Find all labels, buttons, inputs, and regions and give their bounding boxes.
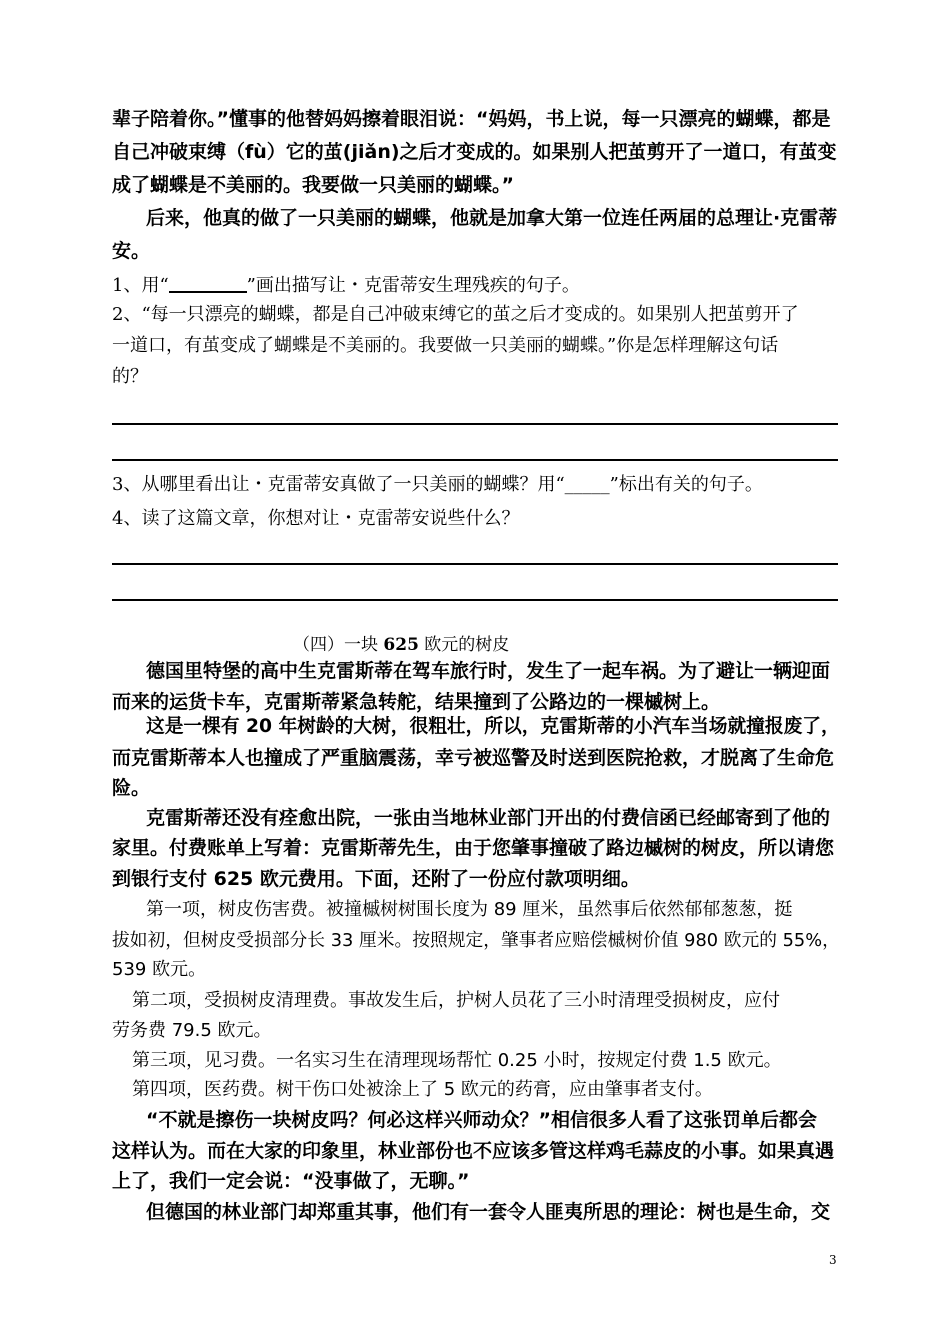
article-line: 但德国的林业部门却郑重其事，他们有一套令人匪夷所思的理论：树也是生命，交 (146, 1201, 831, 1223)
article-line: 拔如初，但树皮受损部分长 33 厘米。按照规定，肇事者应赔偿槭树价值 980 欧元的 55%， (112, 930, 840, 951)
article-line: 劳务费 79.5 欧元。 (112, 1020, 272, 1041)
article-line: 德国里特堡的高中生克雷斯蒂在驾车旅行时，发生了一起车祸。为了避让一辆迎面 (146, 660, 831, 682)
question-4: 4、读了这篇文章，你想对让・克雷蒂安说些什么？ (112, 508, 520, 529)
story-line: 后来，他真的做了一只美丽的蝴蝶，他就是加拿大第一位连任两届的总理让·克雷蒂 (146, 207, 838, 229)
underline-blank (169, 275, 247, 293)
story-line: 成了蝴蝶是不美丽的。我要做一只美丽的蝴蝶。” (112, 174, 514, 196)
answer-line (112, 423, 838, 425)
article-line: 第二项，受损树皮清理费。事故发生后，护树人员花了三小时清理受损树皮，应付 (132, 990, 780, 1011)
article-line: 第三项，见习费。一名实习生在清理现场帮忙 0.25 小时，按规定付费 1.5 欧元。 (132, 1050, 782, 1071)
article-line: 而克雷斯蒂本人也撞成了严重脑震荡，幸亏被巡警及时送到医院抢救，才脱离了生命危 (112, 747, 835, 769)
page-number: 3 (829, 1253, 837, 1267)
question-2-line: 2、“每一只漂亮的蝴蝶，都是自己冲破束缚它的茧之后才变成的。如果别人把茧剪开了 (112, 304, 799, 325)
answer-line (112, 563, 838, 565)
question-1: 1、用“ ”画出描写让・克雷蒂安生理残疾的句子。 (112, 275, 580, 296)
answer-line (112, 599, 838, 601)
article-line: 而来的运货卡车，克雷斯蒂紧急转舵，结果撞到了公路边的一棵槭树上。 (112, 691, 721, 713)
article-line: 家里。付费账单上写着：克雷斯蒂先生，由于您肇事撞破了路边槭树的树皮，所以请您 (112, 837, 835, 859)
article-line: 险。 (112, 777, 151, 799)
article-line: 到银行支付 625 欧元费用。下面，还附了一份应付款项明细。 (112, 868, 640, 890)
question-2-line: 的？ (112, 366, 148, 387)
story-line: 自己冲破束缚（fù）它的茧(jiǎn)之后才变成的。如果别人把茧剪开了一道口，有茧变 (112, 141, 837, 163)
story-line: 辈子陪着你。”懂事的他替妈妈擦着眼泪说：“妈妈，书上说，每一只漂亮的蝴蝶，都是 (112, 108, 831, 130)
section-title: （四）一块 625 欧元的树皮 (293, 635, 510, 655)
article-line: 第四项，医药费。树干伤口处被涂上了 5 欧元的药膏，应由肇事者支付。 (132, 1079, 713, 1100)
question-3: 3、从哪里看出让・克雷蒂安真做了一只美丽的蝴蝶？用“_____”标出有关的句子。 (112, 474, 763, 495)
question-2-line: 一道口，有茧变成了蝴蝶是不美丽的。我要做一只美丽的蝴蝶。”你是怎样理解这句话 (112, 335, 779, 356)
article-line: 第一项，树皮伤害费。被撞槭树树围长度为 89 厘米，虽然事后依然郁郁葱葱，挺 (146, 899, 793, 920)
answer-line (112, 459, 838, 461)
article-line: 这是一棵有 20 年树龄的大树，很粗壮，所以，克雷斯蒂的小汽车当场就撞报废了， (146, 715, 840, 737)
article-line: 上了，我们一定会说：“没事做了，无聊。” (112, 1170, 470, 1192)
article-line: “不就是擦伤一块树皮吗？何必这样兴师动众？”相信很多人看了这张罚单后都会 (146, 1109, 817, 1131)
article-line: 这样认为。而在大家的印象里，林业部份也不应该多管这样鸡毛蒜皮的小事。如果真遇 (112, 1140, 835, 1162)
article-line: 克雷斯蒂还没有痊愈出院，一张由当地林业部门开出的付费信函已经邮寄到了他的 (146, 807, 831, 829)
article-line: 539 欧元。 (112, 959, 207, 980)
story-line: 安。 (112, 240, 151, 262)
